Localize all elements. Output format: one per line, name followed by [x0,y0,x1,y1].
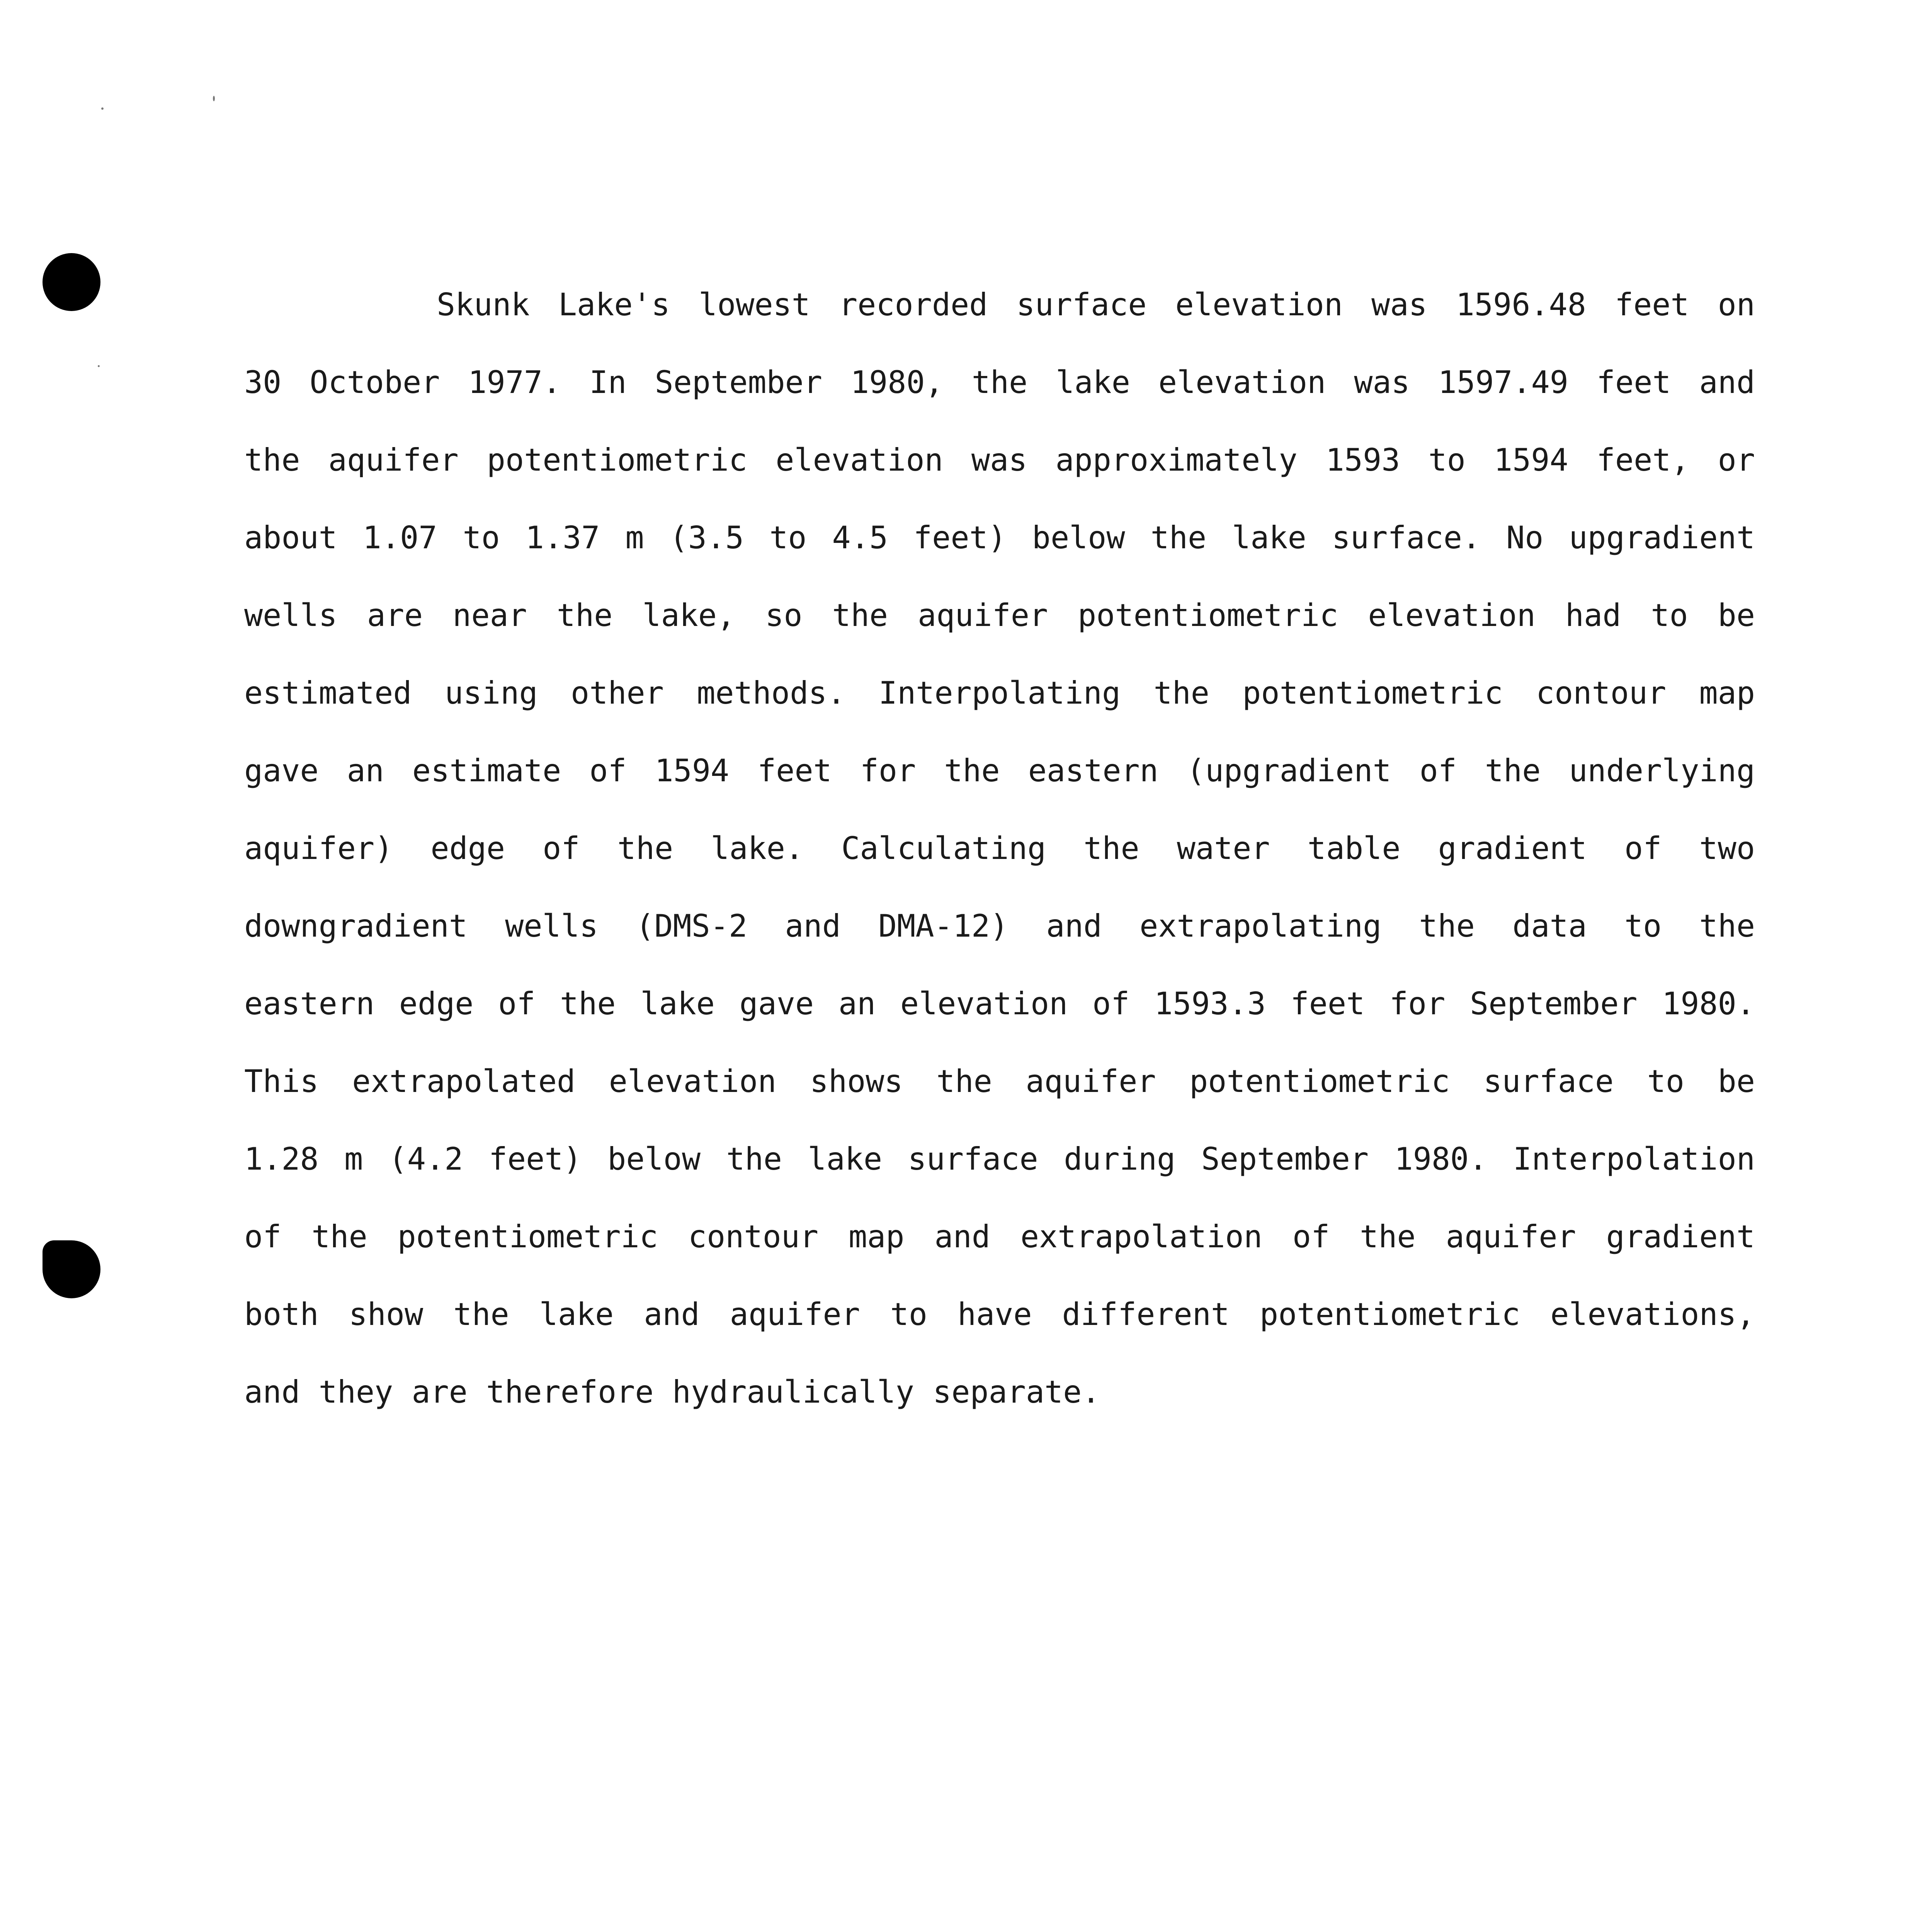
paragraph-line: eastern edge of the lake gave an elevation of 1593.3 feet for September 1980. [244,986,1755,1022]
paragraph-line: 1.28 m (4.2 feet) below the lake surface during September 1980. Interpolation [244,1141,1755,1177]
paragraph-line: Skunk Lake's lowest recorded surface elevation was 1596.48 feet on [437,287,1755,323]
scan-speck [101,107,104,110]
paragraph-line: and they are therefore hydraulically separate. [244,1374,1100,1410]
scan-speck [213,96,215,101]
paragraph-line: both show the lake and aquifer to have different potentiometric elevations, [244,1296,1755,1332]
paragraph-line: estimated using other methods. Interpolating the potentiometric contour map [244,675,1755,711]
paragraph-line: This extrapolated elevation shows the aquifer potentiometric surface to be [244,1063,1755,1099]
paragraph-line: the aquifer potentiometric elevation was approximately 1593 to 1594 feet, or [244,442,1755,478]
body-paragraph [244,266,1755,1431]
paragraph-line: 30 October 1977. In September 1980, the lake elevation was 1597.49 feet and [244,364,1755,400]
paragraph-line: of the potentiometric contour map and extrapolation of the aquifer gradient [244,1219,1755,1255]
punch-hole-middle [43,1240,100,1298]
paragraph-line: aquifer) edge of the lake. Calculating the water table gradient of two [244,830,1755,866]
paragraph-line: about 1.07 to 1.37 m (3.5 to 4.5 feet) below the lake surface. No upgradient [244,520,1755,556]
paragraph-line: gave an estimate of 1594 feet for the eastern (upgradient of the underlying [244,753,1755,789]
scan-speck [98,365,100,367]
punch-hole-top [43,253,100,311]
paragraph-line: wells are near the lake, so the aquifer potentiometric elevation had to be [244,597,1755,633]
paragraph-line: downgradient wells (DMS-2 and DMA-12) and extrapolating the data to the [244,908,1755,944]
